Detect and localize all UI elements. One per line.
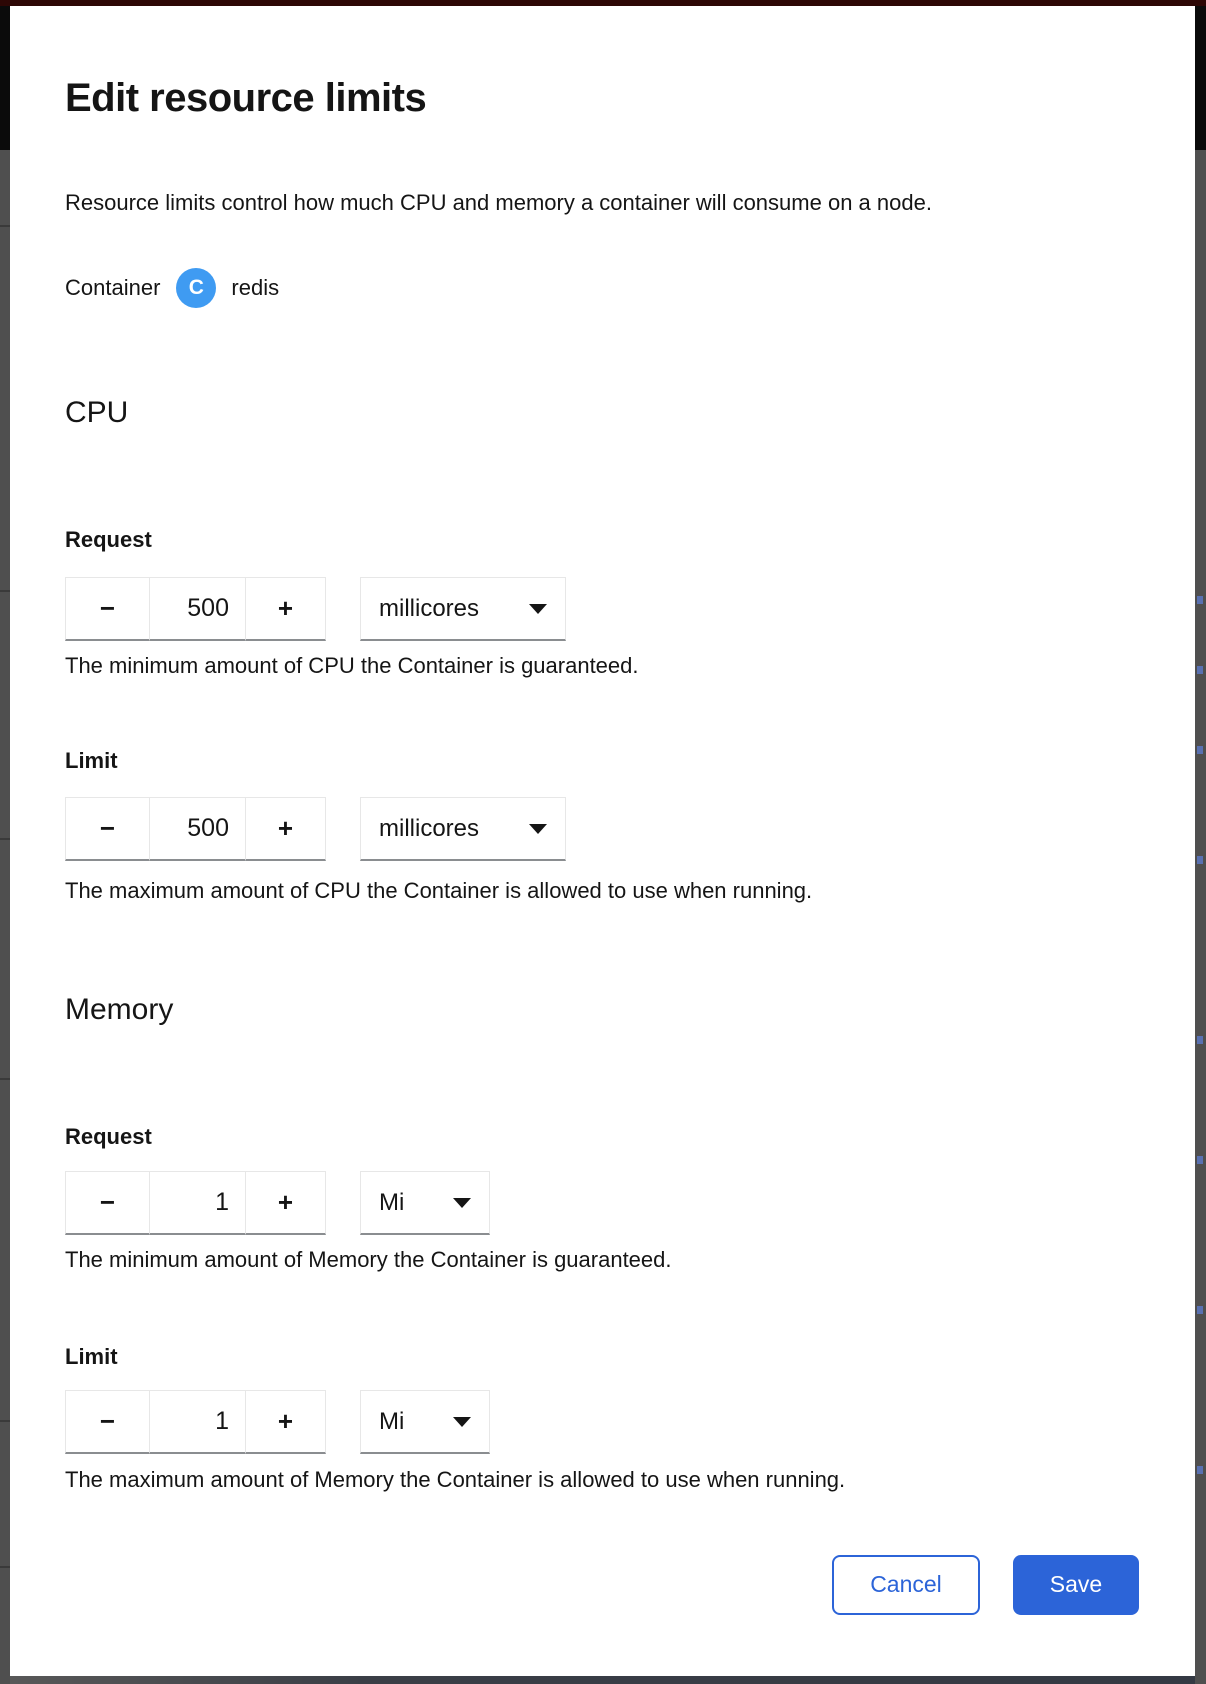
cpu-limit-unit-dropdown[interactable] bbox=[360, 797, 566, 861]
memory-request-stepper bbox=[65, 1171, 326, 1235]
page-bottom-edge bbox=[10, 1676, 1195, 1684]
memory-limit-stepper bbox=[65, 1390, 326, 1454]
page-left-edge bbox=[0, 6, 10, 1684]
memory-request-controls bbox=[65, 1171, 1139, 1235]
caret-down-icon bbox=[453, 1417, 471, 1427]
memory-request-unit-dropdown[interactable] bbox=[360, 1171, 490, 1235]
unit-dropdown-value: Mi bbox=[379, 1188, 405, 1216]
increment-button[interactable] bbox=[245, 1171, 326, 1235]
field-label-memory-limit: Limit bbox=[65, 1343, 118, 1369]
unit-dropdown-value: millicores bbox=[379, 594, 480, 622]
page-edge-fragment bbox=[1197, 1156, 1203, 1164]
increment-button[interactable] bbox=[245, 577, 326, 641]
cpu-limit-value-input[interactable] bbox=[149, 797, 246, 861]
cpu-request-stepper bbox=[65, 577, 326, 641]
page-edge-divider bbox=[0, 1566, 10, 1568]
unit-dropdown-value: millicores bbox=[379, 814, 480, 842]
memory-request-value-input[interactable] bbox=[149, 1171, 246, 1235]
page-right-edge-dark bbox=[1195, 6, 1206, 150]
save-button[interactable]: Save bbox=[1013, 1555, 1139, 1615]
cpu-limit-stepper bbox=[65, 797, 326, 861]
memory-limit-unit-dropdown[interactable] bbox=[360, 1390, 490, 1454]
minus-icon: − bbox=[99, 1187, 116, 1218]
helper-text-memory-request: The minimum amount of Memory the Container is guaranteed. bbox=[65, 1247, 672, 1273]
page-edge-fragment bbox=[1197, 666, 1203, 674]
memory-limit-value-input[interactable] bbox=[149, 1390, 246, 1454]
plus-icon: + bbox=[277, 813, 294, 844]
page-edge-divider bbox=[0, 838, 10, 840]
field-label-memory-request: Request bbox=[65, 1123, 152, 1149]
container-row bbox=[65, 268, 1139, 308]
caret-down-icon bbox=[529, 604, 547, 614]
unit-dropdown-value: Mi bbox=[379, 1407, 405, 1435]
minus-icon: − bbox=[99, 1406, 116, 1437]
cpu-request-unit-dropdown[interactable] bbox=[360, 577, 566, 641]
decrement-button[interactable] bbox=[65, 1171, 150, 1235]
plus-icon: + bbox=[277, 593, 294, 624]
page-edge-divider bbox=[0, 1420, 10, 1422]
field-label-cpu-request: Request bbox=[65, 526, 152, 552]
page-edge-fragment bbox=[1197, 856, 1203, 864]
caret-down-icon bbox=[453, 1198, 471, 1208]
section-heading-cpu: CPU bbox=[65, 396, 129, 430]
page-right-edge bbox=[1195, 6, 1206, 1684]
page-left-edge-dark bbox=[0, 6, 10, 150]
cpu-limit-controls bbox=[65, 797, 1139, 861]
helper-text-cpu-limit: The maximum amount of CPU the Container is allowed to use when running. bbox=[65, 878, 813, 904]
modal-footer bbox=[65, 1555, 1139, 1615]
decrement-button[interactable] bbox=[65, 1390, 150, 1454]
section-heading-memory: Memory bbox=[65, 993, 174, 1027]
page-edge-fragment bbox=[1197, 1036, 1203, 1044]
container-name: redis bbox=[231, 275, 280, 301]
plus-icon: + bbox=[277, 1406, 294, 1437]
memory-limit-controls bbox=[65, 1390, 1139, 1454]
caret-down-icon bbox=[529, 824, 547, 834]
page-edge-fragment bbox=[1197, 596, 1203, 604]
minus-icon: − bbox=[99, 813, 116, 844]
decrement-button[interactable] bbox=[65, 577, 150, 641]
helper-text-cpu-request: The minimum amount of CPU the Container is guaranteed. bbox=[65, 653, 639, 679]
cpu-request-controls bbox=[65, 577, 1139, 641]
page-edge-divider bbox=[0, 1078, 10, 1080]
container-label: Container bbox=[65, 275, 161, 301]
minus-icon: − bbox=[99, 593, 116, 624]
page-edge-divider bbox=[0, 225, 10, 227]
modal-title: Edit resource limits bbox=[65, 76, 427, 120]
decrement-button[interactable] bbox=[65, 797, 150, 861]
increment-button[interactable] bbox=[245, 1390, 326, 1454]
plus-icon: + bbox=[277, 1187, 294, 1218]
increment-button[interactable] bbox=[245, 797, 326, 861]
modal-description: Resource limits control how much CPU and memory a container will consume on a node. bbox=[65, 190, 932, 215]
page-edge-fragment bbox=[1197, 1306, 1203, 1314]
page-edge-fragment bbox=[1197, 1466, 1203, 1474]
container-kind-icon: C bbox=[176, 268, 216, 308]
page-edge-fragment bbox=[1197, 746, 1203, 754]
page-edge-divider bbox=[0, 590, 10, 592]
cpu-request-value-input[interactable] bbox=[149, 577, 246, 641]
helper-text-memory-limit: The maximum amount of Memory the Container is allowed to use when running. bbox=[65, 1467, 846, 1493]
cancel-button[interactable]: Cancel bbox=[832, 1555, 980, 1615]
edit-resource-limits-modal bbox=[10, 6, 1195, 1676]
field-label-cpu-limit: Limit bbox=[65, 747, 118, 773]
